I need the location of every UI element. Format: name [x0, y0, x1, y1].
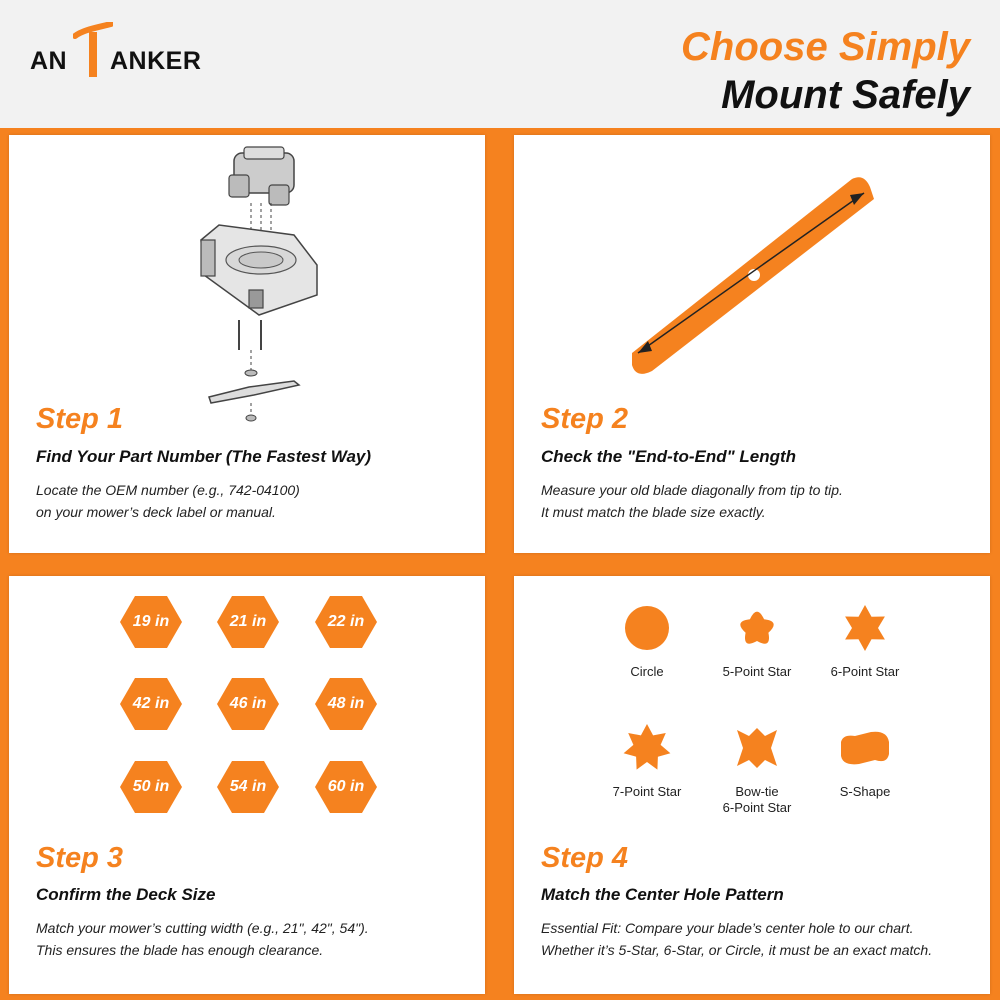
step-3-desc-line2: This ensures the blade has enough clearance.: [36, 942, 324, 958]
step-4-desc-line1: Essential Fit: Compare your blade’s center hole to our chart.: [541, 920, 914, 936]
deck-size-badge: [216, 594, 280, 650]
step-4-panel: [514, 576, 990, 994]
deck-size-label: 50 in: [132, 778, 170, 795]
hole-pattern-label-line1: 5-Point Star: [722, 664, 792, 679]
step-3-subtitle: Confirm the Deck Size: [36, 885, 216, 904]
step-1-subtitle: Find Your Part Number (The Fastest Way): [36, 447, 372, 466]
hole-pattern-item: [702, 720, 812, 816]
hole-pattern-item: [810, 600, 920, 680]
step-2-desc-line1: Measure your old blade diagonally from tip to tip.: [541, 482, 843, 498]
s-shape-icon: [837, 720, 893, 776]
hole-pattern-label-line1: 7-Point Star: [612, 784, 682, 799]
step-1-desc-line2: on your mower’s deck label or manual.: [36, 504, 276, 520]
mower-exploded-diagram: [199, 145, 319, 425]
step-2-subtitle: Check the "End-to-End" Length: [541, 447, 797, 466]
logo-t-icon: [73, 22, 113, 82]
deck-size-label: 46 in: [229, 695, 267, 712]
step-2-panel: [514, 135, 990, 553]
six-point-star-icon: [837, 600, 893, 656]
blade-measure-icon: [624, 165, 884, 385]
deck-size-badge: [216, 676, 280, 732]
deck-size-badge: [314, 759, 378, 815]
deck-size-label: 60 in: [327, 778, 365, 795]
hole-pattern-item: [592, 720, 702, 800]
deck-size-badge: [216, 759, 280, 815]
step-3-title: Step 3: [36, 842, 124, 874]
header: [0, 0, 1000, 128]
logo-suffix: ANKER: [110, 47, 202, 75]
step-1-title: Step 1: [36, 403, 124, 435]
deck-size-label: 42 in: [132, 695, 170, 712]
seven-point-star-icon: [619, 720, 675, 776]
step-1-description: [36, 479, 300, 523]
five-point-star-icon: [729, 600, 785, 656]
bowtie-icon: [729, 720, 785, 776]
step-3-desc-line1: Match your mower’s cutting width (e.g., 21", 42", 54").: [36, 920, 369, 936]
step-1-panel: [9, 135, 485, 553]
tagline-line1: Choose Simply: [681, 25, 970, 69]
hole-pattern-label: [592, 784, 702, 800]
hole-pattern-label-line2: 6-Point Star: [722, 800, 792, 815]
deck-size-label: 21 in: [229, 613, 267, 630]
deck-size-label: 48 in: [327, 695, 365, 712]
hole-pattern-label-line1: Circle: [630, 664, 664, 679]
hole-pattern-label: [592, 664, 702, 680]
tagline-line2: Mount Safely: [721, 73, 970, 117]
hole-pattern-label: [810, 664, 920, 680]
hole-pattern-item: [702, 600, 812, 680]
deck-size-label: 54 in: [229, 778, 267, 795]
deck-size-badge: [119, 676, 183, 732]
tagline: [681, 24, 970, 120]
deck-size-label: 19 in: [132, 613, 170, 630]
hole-pattern-label: [810, 784, 920, 800]
step-2-title: Step 2: [541, 403, 629, 435]
logo-prefix: AN: [30, 47, 68, 75]
hole-pattern-label-line1: S-Shape: [839, 784, 891, 799]
deck-size-badge: [314, 594, 378, 650]
brand-logo: [30, 22, 250, 82]
deck-size-badge: [314, 676, 378, 732]
hole-pattern-label: [702, 784, 812, 816]
hole-pattern-item: [810, 720, 920, 800]
hole-pattern-label: [702, 664, 812, 680]
step-4-subtitle: Match the Center Hole Pattern: [541, 885, 784, 904]
step-2-description: [541, 479, 843, 523]
step-4-title: Step 4: [541, 842, 629, 874]
step-2-desc-line2: It must match the blade size exactly.: [541, 504, 766, 520]
hole-pattern-label-line1: 6-Point Star: [830, 664, 900, 679]
step-3-panel: [9, 576, 485, 994]
hole-pattern-label-line1: Bow-tie: [735, 784, 779, 799]
step-4-desc-line2: Whether it’s 5-Star, 6-Star, or Circle, it must be an exact match.: [541, 942, 933, 958]
circle-icon: [619, 600, 675, 656]
deck-size-label: 22 in: [327, 613, 365, 630]
step-4-description: [541, 917, 932, 961]
step-1-desc-line1: Locate the OEM number (e.g., 742-04100): [36, 482, 300, 498]
hole-pattern-item: [592, 600, 702, 680]
step-3-description: [36, 917, 369, 961]
deck-size-badge: [119, 594, 183, 650]
deck-size-badge: [119, 759, 183, 815]
